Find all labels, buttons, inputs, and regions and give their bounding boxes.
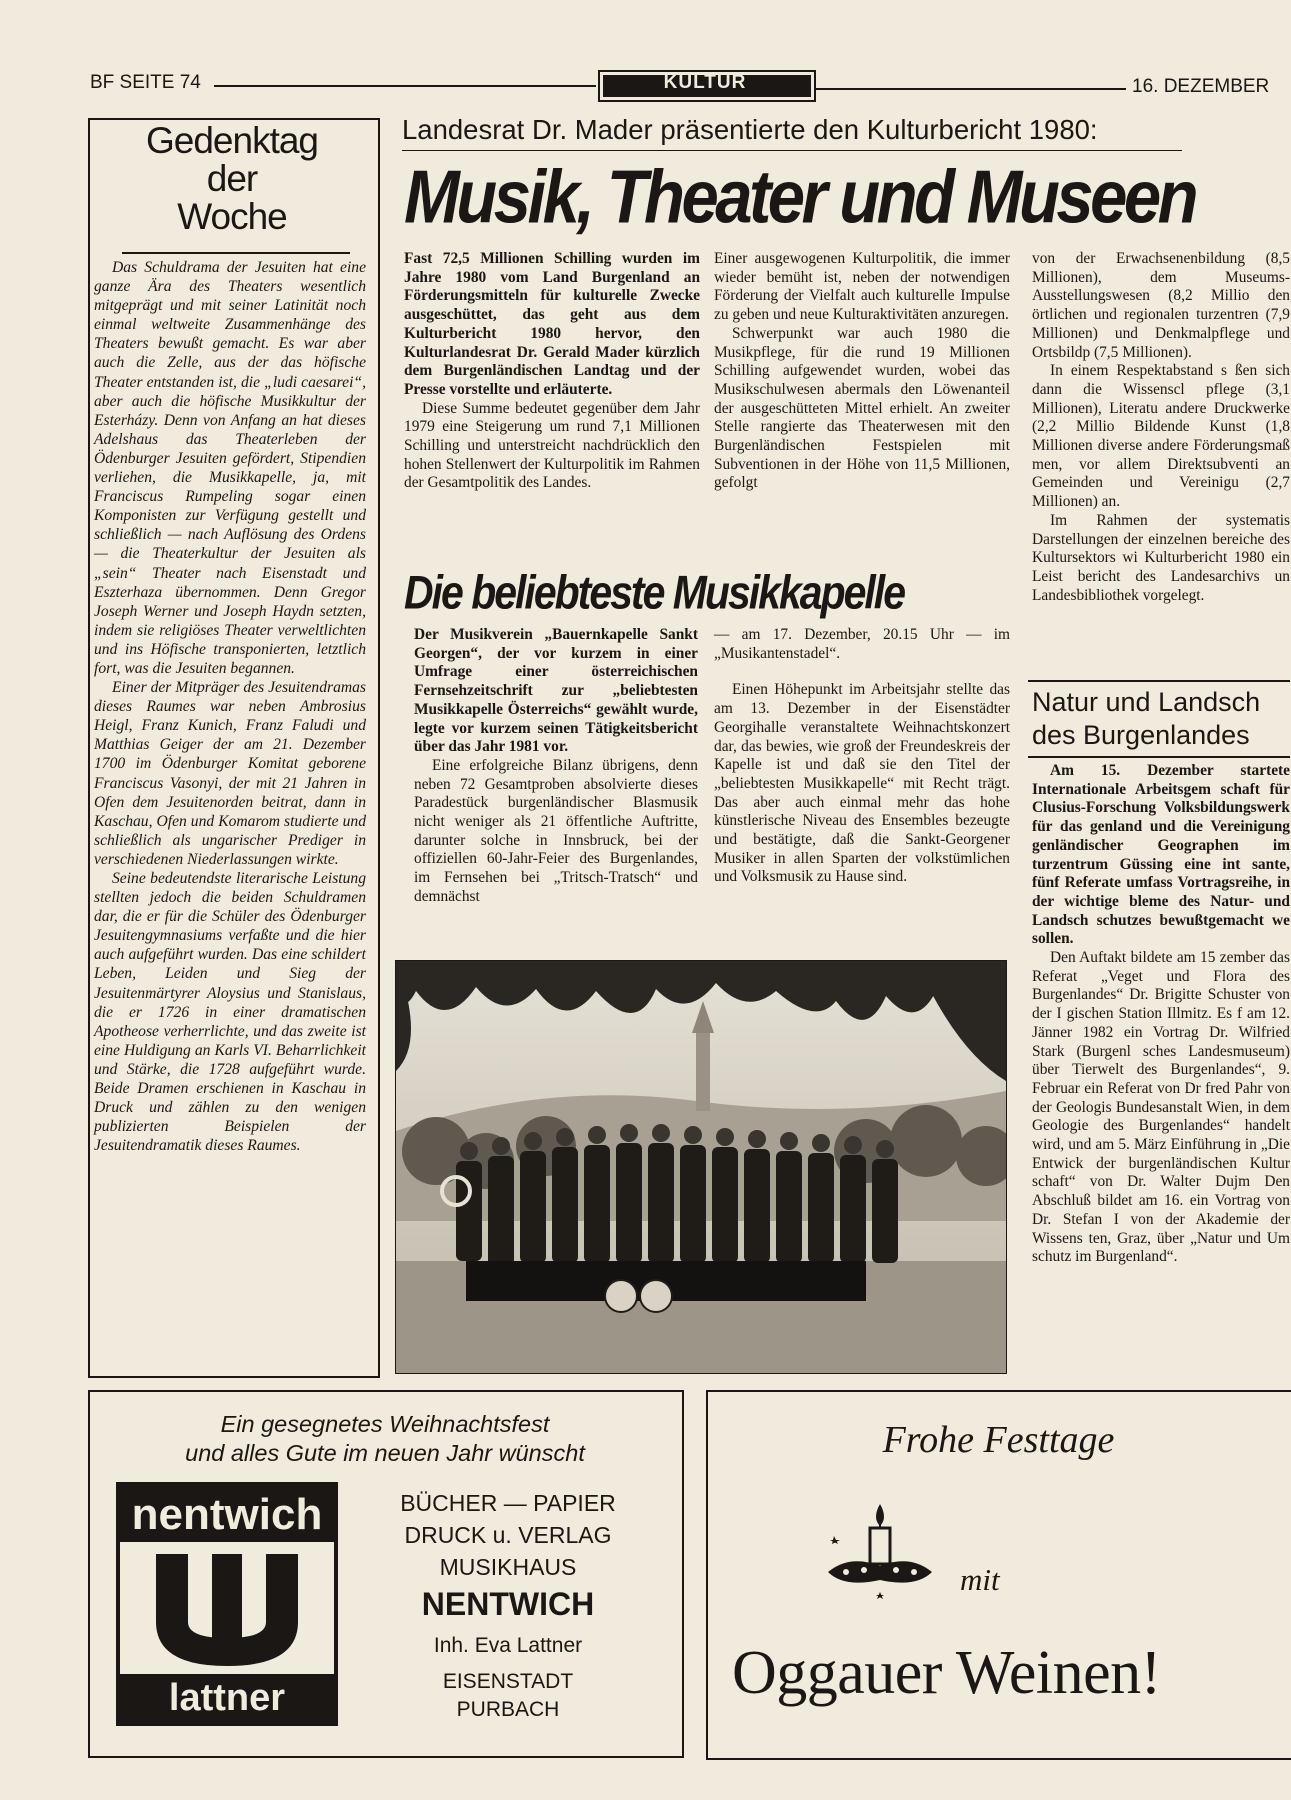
gedenktag-title xyxy=(96,122,368,236)
article1-column-1 xyxy=(404,250,700,493)
gedenktag-title-line-3: Woche xyxy=(177,196,287,237)
header-date: 16. DEZEMBER xyxy=(1132,76,1270,97)
ad-oggau-mit: mit xyxy=(960,1562,1000,1597)
band-photo xyxy=(395,960,1007,1374)
article1-kicker-rule xyxy=(402,150,1182,151)
article1-col3-paragraph-3: Im Rahmen der systematis Darstellungen der einzelnen bereiche des Kultursektors wi Kulturbericht 1980 ein Leist bericht des Landesarchivs un Landesbibliothek vorgelegt. xyxy=(1032,511,1290,604)
article3-title-line-2: des Burgenlandes xyxy=(1032,720,1250,750)
gedenktag-paragraph-2: Einer der Mitpräger des Jesuitendramas dieses Raumes war neben Ambrosius Heigl, Franz Kunich, Franz Faludi und Matthias Geiger der am 21. Dezember 1700 im Ödenburger Komitat geborene Franciscus Vasonyi, der mit 21 Jahren in Ofen dem Jesuitenorden beitrat, dann in Kaschau, Ofen und Komarom studierte und schließlich als ungarischer Prediger in verschiedenen Niederlassungen wirkte. xyxy=(94,679,366,868)
article3-title xyxy=(1032,686,1290,752)
article2-col2-paragraph-0: — am 17. Dezember, 20.15 Uhr — im „Musikantenstadel“. xyxy=(714,626,1010,662)
gedenktag-rule xyxy=(122,252,350,254)
article3-title-line-1: Natur und Landsch xyxy=(1032,687,1261,717)
article1-kicker: Landesrat Dr. Mader präsentierte den Kulturbericht 1980: xyxy=(402,114,1098,145)
gedenktag-paragraph-1: Das Schuldrama der Jesuiten hat eine ganze Ära des Theaters wesentlich mitgeprägt und mit seiner Latinität noch einmal weltweite Zusammenhänge des Theaters bewußt gemacht. Es war aber auch die Zelle, aus der das höfische Theater entstanden ist, die „ludi caesarei“, aber auch die höfische Musikkultur der Esterházy. Denn von Anfang an hat dieses Adelshaus das Theaterleben der Ödenburger Jesuiten gefördert, Stipendien verliehen, die Musikkapelle, ja, mit Franciscus Rumpeling sogar einen Komponisten zur Verfügung gestellt und schließlich — nach Auflösung des Ordens — die Theaterkultur der Jesuiten als „sein“ Theater nach Eisenstadt und Eszterhaza übernommen. Denn Gregor Joseph Werner und Joseph Haydn setzten, indem sie religiöses Theater verweltlichten und ins Höfische transponierten, letztlich fort, was die Jesuiten begannen. xyxy=(94,259,366,677)
article3-rule-top xyxy=(1028,680,1290,682)
ad-nentwich-city-1: EISENSTADT xyxy=(442,1670,574,1693)
article1-col2-paragraph-1: Einer ausgewogenen Kulturpolitik, die immer wieder bemüht ist, neben der notwendigen Förderung der Vielfalt auch kulturelle Impulse zu geben und neue Kulturaktivitäten anzuregen. xyxy=(714,250,1010,324)
article2-column-1 xyxy=(414,626,698,907)
article3-rule-bottom xyxy=(1028,756,1290,758)
ad-oggau-big: Oggauer Weinen! xyxy=(732,1639,1161,1707)
article3-lead: Am 15. Dezember startete Internationale Arbeitsgem schaft für Clusius-Forschung Volksbildungswerk für das genland und die Vereinigung genländischer Geographen im turzentrum Güssing eine int sante, fünf Referate umfass Vortragsreihe, in der wichtige bleme des Natur- und Landsch schutzes bewußtgemacht we sollen. xyxy=(1032,762,1290,948)
ad-nentwich-greeting xyxy=(98,1410,672,1468)
logo-top-text: nentwich xyxy=(131,1490,323,1539)
article2-column-2 xyxy=(714,626,1010,887)
header-rule-right xyxy=(816,88,1126,90)
band-photo-image xyxy=(396,961,1006,1373)
gedenktag-paragraph-3: Seine bedeutendste literarische Leistung stellten jedoch die beiden Schuldramen dar, die er für die Schüler des Ödenburger Jesuitengymnasiums verfaßte und die hier auch aufgeführt wurden. Das eine schildert Leben, Leiden und Sieg der Jesuitenmärtyrer Aloysius und Stanislaus, die er 1726 in einer dramatischen Apotheose verherrlichte, und das zweite ist eine Huldigung an Karls VI. Beharrlichkeit und Stärke, die 1728 aufgeführt wurde. Beide Dramen erschienen in Kaschau in Druck und zählen zu den wenigen publizierten Beispielen der Jesuitendramatik dieses Raumes. xyxy=(94,870,366,1155)
article1-col3-paragraph-2: In einem Respektabstand s ßen sich dann die Wissenscl pflege (3,1 Millionen), Literatu andere Druckwerke (2,2 Millio Bildende Kunst (1,8 Millionen diverse andere Förderungsmaß men, vor allem Direktsubventi an Gemeinden und Vereinigu (2,7 Millionen) an. xyxy=(1032,362,1290,511)
article3-paragraph: Den Auftakt bildete am 15 zember das Referat „Veget und Flora des Burgenlandes“ Dr. Brigitte Schuster von der I gischen Station Illmitz. Es f am 12. Jänner 1982 ein Vortrag Dr. Wilfried Stark (Burgenl sches Landesmuseum) über Tierwelt des Burgenlandes“, 9. Februar ein Referat von Dr fred Pahr von der Geologis Bundesanstalt Wien, in dem Geologie des Burgenlandes“ handelt wird, und am 5. März Einführung in „Die Entwick der burgenländischen Kultur schaft“ von Dr. Walter Dujm Den Abschluß bildet am 16. ein Vortrag von Dr. Stefan I von der Akademie der Wissens ten, Graz, über „Natur und Um schutz im Burgenland“. xyxy=(1032,949,1290,1266)
candle-wreath-icon xyxy=(820,1496,940,1608)
header-rule-left xyxy=(214,85,596,87)
article2-col1-paragraph: Eine erfolgreiche Bilanz übrigens, denn neben 72 Gesamtproben absolvierte dieses Paradestück burgenländischer Blasmusik nicht weniger als 21 öffentliche Auftritte, darunter solche in Innsbruck, bei der offiziellen 60-Jahr-Feier des Burgenlandes, im Fernsehen bei „Tritsch-Tratsch“ und demnächst xyxy=(414,756,698,905)
article2-lead: Der Musikverein „Bauernkapelle Sankt Georgen“, der vor kurzem in einer Umfrage einer österreichischen Fernsehzeitschrift zur „beliebtesten Musikkapelle Österreichs“ gewählt wurde, legte vor kurzem seinen Tätigkeitsbericht über das Jahr 1981 vor. xyxy=(414,626,698,756)
nentwich-logo xyxy=(116,1482,338,1726)
ad-nentwich-line-3: MUSIKHAUS xyxy=(439,1554,577,1580)
article1-headline: Musik, Theater und Museen xyxy=(404,155,1196,240)
ad-nentwich-line-2: DRUCK u. VERLAG xyxy=(404,1522,612,1548)
article3-body xyxy=(1032,762,1290,1267)
ad-nentwich-greeting-line-1: Ein gesegnetes Weihnachtsfest xyxy=(220,1411,550,1437)
gedenktag-text xyxy=(94,258,366,1155)
section-label: KULTUR xyxy=(663,72,747,93)
ad-nentwich-line-1: BÜCHER — PAPIER xyxy=(400,1490,616,1516)
page-label: BF SEITE 74 xyxy=(90,72,201,93)
ad-nentwich-owner: Inh. Eva Lattner xyxy=(433,1634,583,1657)
ad-nentwich-name: NENTWICH xyxy=(421,1586,595,1622)
ad-nentwich-city-2: PURBACH xyxy=(456,1698,560,1721)
ad-oggau-title: Frohe Festtage xyxy=(882,1419,1115,1461)
article1-column-3 xyxy=(1032,250,1290,605)
article1-col3-paragraph-1: von der Erwachsenenbildung (8,5 Millionen), dem Museums- Ausstellungswesen (8,2 Millio den örtlichen und regionalen turzentren (7,9 Millionen) und Denkmalpflege und Ortsbildp (7,5 Millionen). xyxy=(1032,250,1290,361)
ad-nentwich-greeting-line-2: und alles Gute im neuen Jahr wünscht xyxy=(185,1440,585,1466)
nentwich-logo-icon xyxy=(116,1482,338,1726)
logo-bottom-text: lattner xyxy=(168,1677,286,1719)
gedenktag-title-line-1: Gedenktag xyxy=(145,120,319,161)
article1-column-2 xyxy=(714,250,1010,493)
article2-col2-paragraph-1: Einen Höhepunkt im Arbeitsjahr stellte das am 13. Dezember in der Eisenstädter Georgihalle veranstaltete Weihnachtskonzert dar, das bewies, wie groß der Freundeskreis der Kapelle ist und daß sie den Titel der „beliebtesten Musikkapelle“ mit Recht trägt. Das aber auch einmal mehr das hohe künstlerische Niveau des Ensembles bezeugte und bestätigte, daß die Sankt-Georgener Musiker in allen Sparten der volkstümlichen und Volksmusik zu Hause sind. xyxy=(714,681,1010,886)
gedenktag-title-line-2: der xyxy=(206,158,258,199)
candle-wreath-graphic xyxy=(820,1496,940,1608)
article1-lead: Fast 72,5 Millionen Schilling wurden im Jahre 1980 vom Land Burgenland an Förderungsmitteln für kulturelle Zwecke ausgeschüttet, das geht aus dem Kulturbericht 1980 hervor, den Kulturlandesrat Dr. Gerald Mader kürzlich dem Burgenländischen Landtag und der Presse vorstellte und erläuterte. xyxy=(404,250,700,398)
article1-col1-paragraph: Diese Summe bedeutet gegenüber dem Jahr 1979 eine Steigerung um rund 7,1 Millionen Schilling und unterstreicht nachdrücklich den hohen Stellenwert der Kulturpolitik im Rahmen der Gesamtpolitik des Landes. xyxy=(404,399,700,492)
article1-col2-paragraph-2: Schwerpunkt war auch 1980 die Musikpflege, für die rund 19 Millionen Schilling aufgewendet wurden, wobei das Musikschulwesen abermals den Löwenanteil der ausgeschütteten Mittel erhielt. An zweiter Stelle rangierte das Theaterwesen mit den Burgenländischen Festspielen mit Subventionen in der Höhe von 11,5 Millionen, gefolgt xyxy=(714,324,1010,492)
article2-headline: Die beliebteste Musikkapelle xyxy=(404,566,905,619)
